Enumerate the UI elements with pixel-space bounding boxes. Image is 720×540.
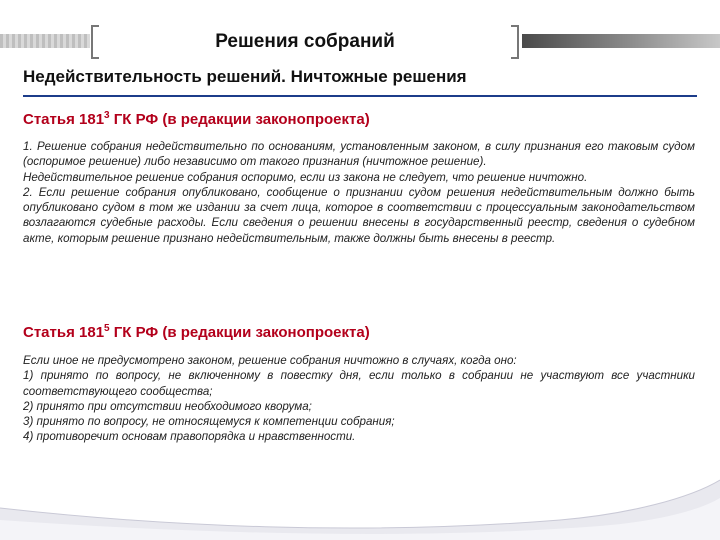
article-181-5-heading bbox=[23, 323, 370, 341]
article-list-item: 3) принято по вопросу, не относящемуся к компетенции собрания; bbox=[23, 415, 395, 429]
title-divider bbox=[23, 95, 697, 97]
article-paragraph: Недействительное решение собрания оспоримо, если из закона не следует, что решение ничтожно. bbox=[23, 170, 588, 184]
title-bracket-left bbox=[91, 25, 99, 59]
article-181-3-heading bbox=[23, 110, 370, 128]
article-list-item: 4) противоречит основам правопорядка и нравственности. bbox=[23, 430, 356, 444]
article-heading-prefix: Статья 181 bbox=[23, 324, 105, 341]
article-paragraph: 1. Решение собрания недействительно по основаниям, установленным законом, в силу признания его таковым судом (оспоримое решение) либо независимо от такого признания (ничтожное решение). bbox=[23, 140, 695, 169]
footer-swoosh-decoration bbox=[0, 468, 720, 540]
page-title: Решения собраний bbox=[215, 31, 395, 52]
article-heading-prefix: Статья 181 bbox=[23, 111, 105, 128]
article-heading-sup: 3 bbox=[104, 110, 110, 121]
page-subtitle: Недействительность решений. Ничтожные решения bbox=[23, 67, 467, 86]
article-paragraph: Если иное не предусмотрено законом, решение собрания ничтожно в случаях, когда оно: bbox=[23, 354, 517, 367]
title-bracket-right bbox=[511, 25, 519, 59]
article-heading-suffix: ГК РФ (в редакции законопроекта) bbox=[109, 111, 370, 128]
article-list-item: 1) принято по вопросу, не включенному в повестку дня, если только в собрании не участвуют все участники соответствующего сообщества; bbox=[23, 369, 695, 398]
article-paragraph: 2. Если решение собрания опубликовано, сообщение о признании судом решения недействительным должно быть опубликовано судом в том же издании за счет лица, которое в соответствии с процессуальным законодательством возлагаются судебные расходы. Если сведения о решении внесены в государственный реестр, сведения о судебном акте, которым решение признано недействительным, также должны быть внесены в реестр. bbox=[23, 185, 695, 245]
article-181-3-body bbox=[23, 139, 695, 246]
article-heading-suffix: ГК РФ (в редакции законопроекта) bbox=[109, 324, 370, 341]
header-decoration-right bbox=[522, 34, 720, 48]
article-heading-sup: 5 bbox=[104, 323, 110, 334]
header-decoration-left bbox=[0, 34, 90, 48]
article-list-item: 2) принято при отсутствии необходимого кворума; bbox=[23, 399, 312, 413]
article-181-5-body bbox=[23, 353, 695, 445]
